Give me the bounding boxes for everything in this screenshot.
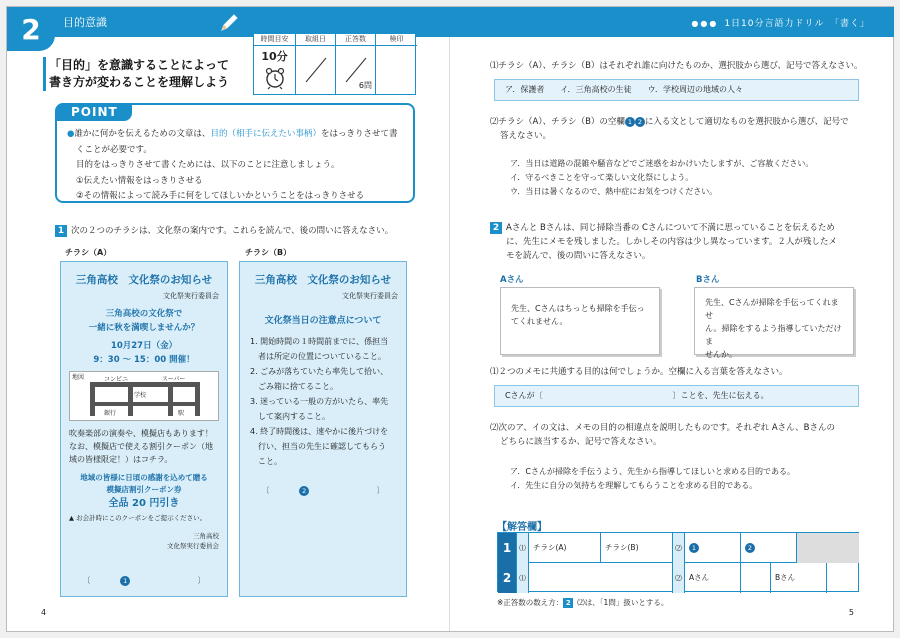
q2-2-a: ⑵次のア、イの文は、メモの目的の相違点を説明したものです。それぞれ Aさん、Bさんの xyxy=(490,423,836,433)
point-line-2: くことが必要です。 xyxy=(76,144,152,155)
answer-row-2 xyxy=(498,563,858,593)
flyer-b-label: チラシ（B） xyxy=(245,248,292,257)
q2-line-3: モを読んで、後の問いに答えなさい。 xyxy=(506,251,651,261)
title-accent xyxy=(43,57,46,91)
answer-row-1 xyxy=(498,533,858,563)
flyer-a-foot-1: 三角高校 xyxy=(193,532,219,540)
title-line-2: 書き方が変わることを理解しよう xyxy=(49,75,230,89)
flyer-a-title: 三角高校 文化祭のお知らせ xyxy=(75,274,213,286)
map-label-station: 駅 xyxy=(178,410,185,417)
memo-b-line-3: せんか。 xyxy=(705,350,737,359)
flyer-a-catch-1: 三角高校の文化祭で xyxy=(105,309,183,319)
q2-line-2: に、先生にメモを残しました。しかしその内容は少し異なっています。２人が残したメ xyxy=(506,237,837,247)
memo-b-label: Bさん xyxy=(696,275,720,285)
answer-sub-2: ⑵ xyxy=(672,533,684,563)
q2-1-text: ⑴２つのメモに共通する目的は何でしょうか。空欄に入る言葉を答えなさい。 xyxy=(490,367,788,377)
flyer-a-label: チラシ（A） xyxy=(65,248,112,257)
q2-1-fill xyxy=(494,385,859,407)
answer-sub-2b: ⑵ xyxy=(672,563,684,593)
list-item: イ．守るべきことを守って楽しい文化祭にしよう。 xyxy=(510,173,694,182)
q2-1-fill-a: Cさんが〔 xyxy=(505,391,543,400)
date-col xyxy=(296,34,336,94)
page-number-left: 4 xyxy=(41,608,47,617)
map-label-convenience: コンビニ xyxy=(104,376,129,383)
flyer-a-body xyxy=(61,427,227,466)
list-item: ウ．当日は暑くなるので、熱中症にお気をつけください。 xyxy=(510,187,718,196)
coupon-note-text: お会計時にこのクーポンをご提示ください。 xyxy=(76,514,207,522)
answer-blank-1-number: 1 xyxy=(689,543,699,553)
answer-blank-1[interactable] xyxy=(684,533,740,563)
correct-col xyxy=(336,34,376,94)
drill-spread xyxy=(6,6,894,632)
q2-2-options xyxy=(510,465,795,493)
q1-1-options: ア．保護者 イ．三角高校の生徒 ウ．学校周辺の地域の人々 xyxy=(494,79,859,101)
q2-line-1: Aさんと Bさんは、同じ掃除当番の Cさんについて不満に思っていることを伝えるため xyxy=(506,223,835,233)
question-2 xyxy=(490,221,837,263)
map-label-bank: 銀行 xyxy=(104,410,117,417)
point-line-1c: をはっきりさせて書 xyxy=(320,129,398,139)
note-a: ※正答数の数え方： xyxy=(497,598,564,607)
answer-b-san-box[interactable] xyxy=(826,563,859,593)
point-line-4: ①伝えたい情報をはっきりさせる xyxy=(76,175,203,186)
blank-2-ref: 2 xyxy=(635,117,645,127)
memo-b-line-1: 先生、Cさんが掃除を手伝ってくれませ xyxy=(705,298,839,320)
time-header: 時間目安 xyxy=(254,34,295,46)
list-item: 4. 終了時間後は、速やかに後片づけを xyxy=(250,427,389,436)
list-item: 者は所定の位置についていること。 xyxy=(250,352,386,361)
page-title xyxy=(49,57,229,91)
q1-2-text xyxy=(490,115,849,143)
flyer-b-blank: 〔 2 〕 xyxy=(261,486,385,495)
q1-2-options xyxy=(510,157,813,199)
flyer-a-org: 文化祭実行委員会 xyxy=(163,292,219,300)
flyer-a-body-1: 吹奏楽部の演奏や、模擬店もあります！ xyxy=(69,429,213,438)
flyer-a-foot-2: 文化祭実行委員会 xyxy=(167,542,219,550)
map-label-supermarket: スーパー xyxy=(162,376,186,383)
answer-blank-2-number: 2 xyxy=(745,543,755,553)
section-label: 目的意識 xyxy=(63,16,107,29)
question-1-text: 次の２つのチラシは、文化祭の案内です。これらを読んで、後の問いに答えなさい。 xyxy=(71,226,394,236)
flyer-a-footer xyxy=(61,531,227,551)
answer-b-san[interactable]: Bさん xyxy=(770,563,826,593)
answer-flyer-b[interactable]: チラシ(B) xyxy=(600,533,672,563)
flyer-a-catch xyxy=(61,307,227,367)
note-b: ⑵は、「1問」扱いとする。 xyxy=(577,598,669,607)
map-label-school: 学校 xyxy=(134,392,147,399)
coupon-line-1: 地域の皆様に日頃の感謝を込めて贈る xyxy=(80,473,208,482)
q1-2-a: ⑵チラシ（A）、チラシ（B）の空欄 xyxy=(490,117,625,127)
memo-a-line-1: 先生、Cさんはちっとも掃除を手伝っ xyxy=(511,304,645,313)
flyer-a xyxy=(60,261,228,597)
section-number: 2 xyxy=(7,7,55,51)
flyer-b-title: 三角高校 文化祭のお知らせ xyxy=(254,274,392,286)
map-title: 地図 xyxy=(72,374,85,381)
answer-blank-2[interactable] xyxy=(740,533,796,563)
q1-2-c: 答えなさい。 xyxy=(500,131,552,141)
memo-a-label: Aさん xyxy=(500,275,524,285)
title-line-1: 「目的」を意識することによって xyxy=(49,58,230,72)
series-text: 1日10分言語力ドリル 「書く」 xyxy=(724,19,870,29)
flyer-b-subtitle: 文化祭当日の注意点について xyxy=(264,316,382,326)
flyer-b xyxy=(239,261,407,597)
series-title xyxy=(691,16,870,29)
memo-b xyxy=(694,287,854,359)
flyer-a-map xyxy=(69,371,219,421)
date-header: 取組日 xyxy=(296,34,335,46)
stamp-header: 検印 xyxy=(376,34,417,46)
dots-icon: ●●● xyxy=(691,19,719,28)
list-item: ごみ箱に捨てること。 xyxy=(250,382,338,391)
answer-q2-1[interactable] xyxy=(528,563,672,593)
list-item: こと。 xyxy=(250,457,282,466)
memo-b-line-2: ん。掃除をするよう指導していただけま xyxy=(705,324,842,346)
answer-a-san-box[interactable] xyxy=(740,563,770,593)
scoring-note xyxy=(497,597,668,608)
flyer-a-body-2: なお、模擬店で使える割引クーポン（地 xyxy=(69,442,213,451)
blank-1-number: 1 xyxy=(120,576,130,586)
warning-icon: ▲ xyxy=(69,514,74,522)
answer-row-1-number: 1 xyxy=(498,533,516,563)
point-line-5: ②その情報によって読み手に何をしてほしいかということをはっきりさせる xyxy=(76,191,365,201)
answer-sub-1: ⑴ xyxy=(516,533,528,563)
list-item: して案内すること。 xyxy=(250,412,330,421)
flyer-a-blank: 〔 1 〕 xyxy=(82,576,206,585)
flyer-b-org: 文化祭実行委員会 xyxy=(342,292,398,300)
score-table xyxy=(253,33,416,95)
right-page xyxy=(450,7,894,631)
point-tag: POINT xyxy=(57,103,132,121)
q2-1-fill-b: 〕ことを、先生に伝える。 xyxy=(672,391,769,400)
answer-a-san[interactable]: Aさん xyxy=(684,563,740,593)
time-col xyxy=(254,34,296,94)
bullet-icon: ● xyxy=(67,129,75,139)
flyer-a-date: 10月27日（金） xyxy=(110,341,178,351)
flyer-b-list xyxy=(240,334,406,469)
flyer-a-time: 9：30 ～ 15：00 開催！ xyxy=(93,355,195,365)
list-item: 行い、担当の先生に確認してもらう xyxy=(250,442,386,451)
memo-a-line-2: てくれません。 xyxy=(511,317,568,326)
q1-2-b: に入る文として適切なものを選択肢から選び、記号で xyxy=(644,117,849,127)
note-number: 2 xyxy=(563,598,573,608)
list-item: ア．Cさんが掃除を手伝うよう、先生から指導してほしいと求める目的である。 xyxy=(510,467,795,476)
list-item: 1. 開始時間の１時間前までに、係担当 xyxy=(250,337,389,346)
answer-gray-1 xyxy=(796,533,859,563)
stamp-col xyxy=(376,34,417,94)
point-body xyxy=(67,127,397,205)
answer-sub-1b: ⑴ xyxy=(516,563,528,593)
answer-table xyxy=(497,532,859,592)
correct-header: 正答数 xyxy=(336,34,375,46)
list-item: ア．当日は道路の混雑や騒音などでご迷惑をおかけいたしますが、ご容赦ください。 xyxy=(510,159,814,168)
time-value: 10分 xyxy=(261,50,288,63)
answer-heading: 【解答欄】 xyxy=(497,522,547,533)
list-item: イ．先生に自分の気持ちを理解してもらうことを求める目的である。 xyxy=(510,481,758,490)
q1-1-text: ⑴チラシ（A）、チラシ（B）はそれぞれ誰に向けたものか、選択肢から選び、記号で答えなさい。 xyxy=(490,61,863,71)
pencil-icon xyxy=(219,13,239,33)
question-1-number: 1 xyxy=(55,225,67,237)
alarm-clock-icon xyxy=(263,66,287,90)
point-line-1b: 目的（相手に伝えたい事柄） xyxy=(210,129,321,139)
flyer-a-catch-2: 一緒に秋を満喫しませんか？ xyxy=(88,323,200,333)
coupon-line-2: 模擬店割引クーポン券 xyxy=(106,485,182,494)
blank-2-number: 2 xyxy=(299,486,309,496)
point-box xyxy=(55,103,415,203)
flyer-a-body-3: 域の皆様限定！）はコチラ。 xyxy=(69,455,173,464)
date-slash xyxy=(302,56,330,84)
point-line-3: 目的をはっきりさせて書くためには、以下のことに注意しましょう。 xyxy=(76,160,340,170)
page-number-right: 5 xyxy=(848,608,854,617)
q2-2-text xyxy=(490,421,835,449)
q2-2-b: どちらに該当するか、記号で答えなさい。 xyxy=(500,437,662,447)
coupon-line-3: 全品 20 円引き xyxy=(108,498,180,509)
coupon-note xyxy=(61,512,227,525)
left-page xyxy=(7,7,450,631)
question-1 xyxy=(55,224,393,237)
question-2-number: 2 xyxy=(490,222,502,234)
list-item: 2. ごみが落ちていたら率先して拾い、 xyxy=(250,367,389,376)
memo-a xyxy=(500,287,660,355)
point-line-1a: 誰かに何かを伝えるための文章は、 xyxy=(74,129,211,139)
answer-flyer-a[interactable]: チラシ(A) xyxy=(528,533,600,563)
flyer-a-coupon xyxy=(61,472,227,510)
list-item: 3. 迷っている一般の方がいたら、率先 xyxy=(250,397,389,406)
blank-1-ref: 1 xyxy=(625,117,635,127)
total-questions: 6問 xyxy=(358,81,372,90)
answer-row-2-number: 2 xyxy=(498,563,516,593)
